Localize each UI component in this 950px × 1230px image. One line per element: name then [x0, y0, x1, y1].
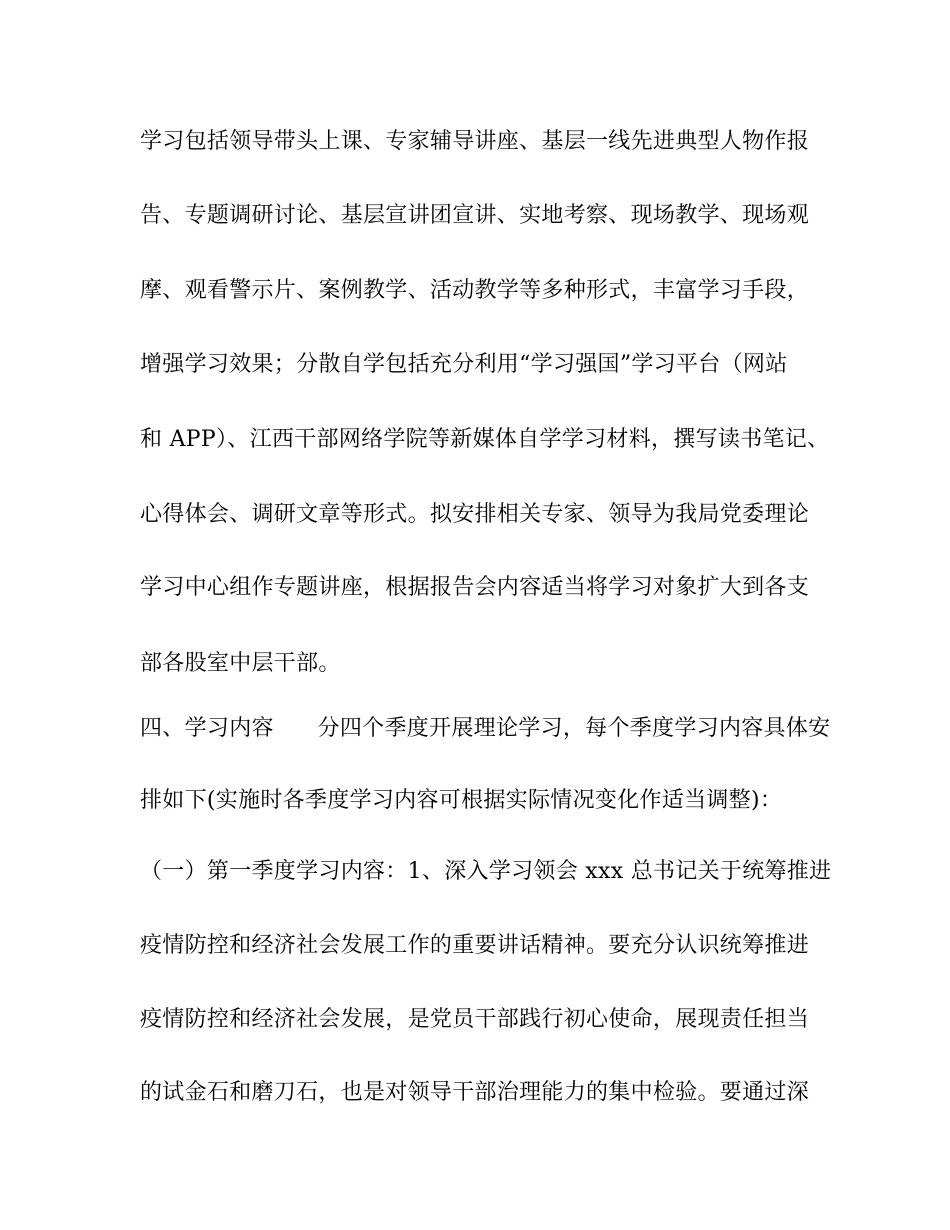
paragraph-line: 摩、观看警示片、案例教学、活动教学等多种形式，丰富学习手段， — [140, 278, 810, 303]
paragraph-line: 的试金石和磨刀石，也是对领导干部治理能力的集中检验。要通过深 — [140, 1080, 810, 1105]
paragraph-line: 学习包括领导带头上课、专家辅导讲座、基层一线先进典型人物作报 — [140, 129, 810, 154]
paragraph-line: 疫情防控和经济社会发展工作的重要讲话精神。要充分认识统筹推进 — [140, 933, 810, 958]
paragraph-line: 部各股室中层干部。 — [140, 651, 341, 676]
paragraph-line: 告、专题调研讨论、基层宣讲团宣讲、实地考察、现场教学、现场观 — [140, 203, 810, 228]
paragraph-line: 学习中心组作专题讲座，根据报告会内容适当将学习对象扩大到各支 — [140, 575, 810, 600]
paragraph-line: 和 APP）、江西干部网络学院等新媒体自学学习材料，撰写读书笔记、 — [140, 427, 830, 452]
paragraph-line: 排如下(实施时各季度学习内容可根据实际情况变化作适当调整)： — [140, 788, 783, 813]
section-heading-line: 四、学习内容 分四个季度开展理论学习，每个季度学习内容具体安 — [140, 716, 831, 741]
paragraph-line: 疫情防控和经济社会发展，是党员干部践行初心使命，展现责任担当 — [140, 1007, 810, 1032]
paragraph-line: 心得体会、调研文章等形式。拟安排相关专家、领导为我局党委理论 — [140, 502, 810, 527]
subsection-line: （一）第一季度学习内容：1、深入学习领会 xxx 总书记关于统筹推进 — [140, 859, 832, 884]
paragraph-line: 增强学习效果；分散自学包括充分利用“学习强国”学习平台（网站 — [140, 352, 788, 377]
